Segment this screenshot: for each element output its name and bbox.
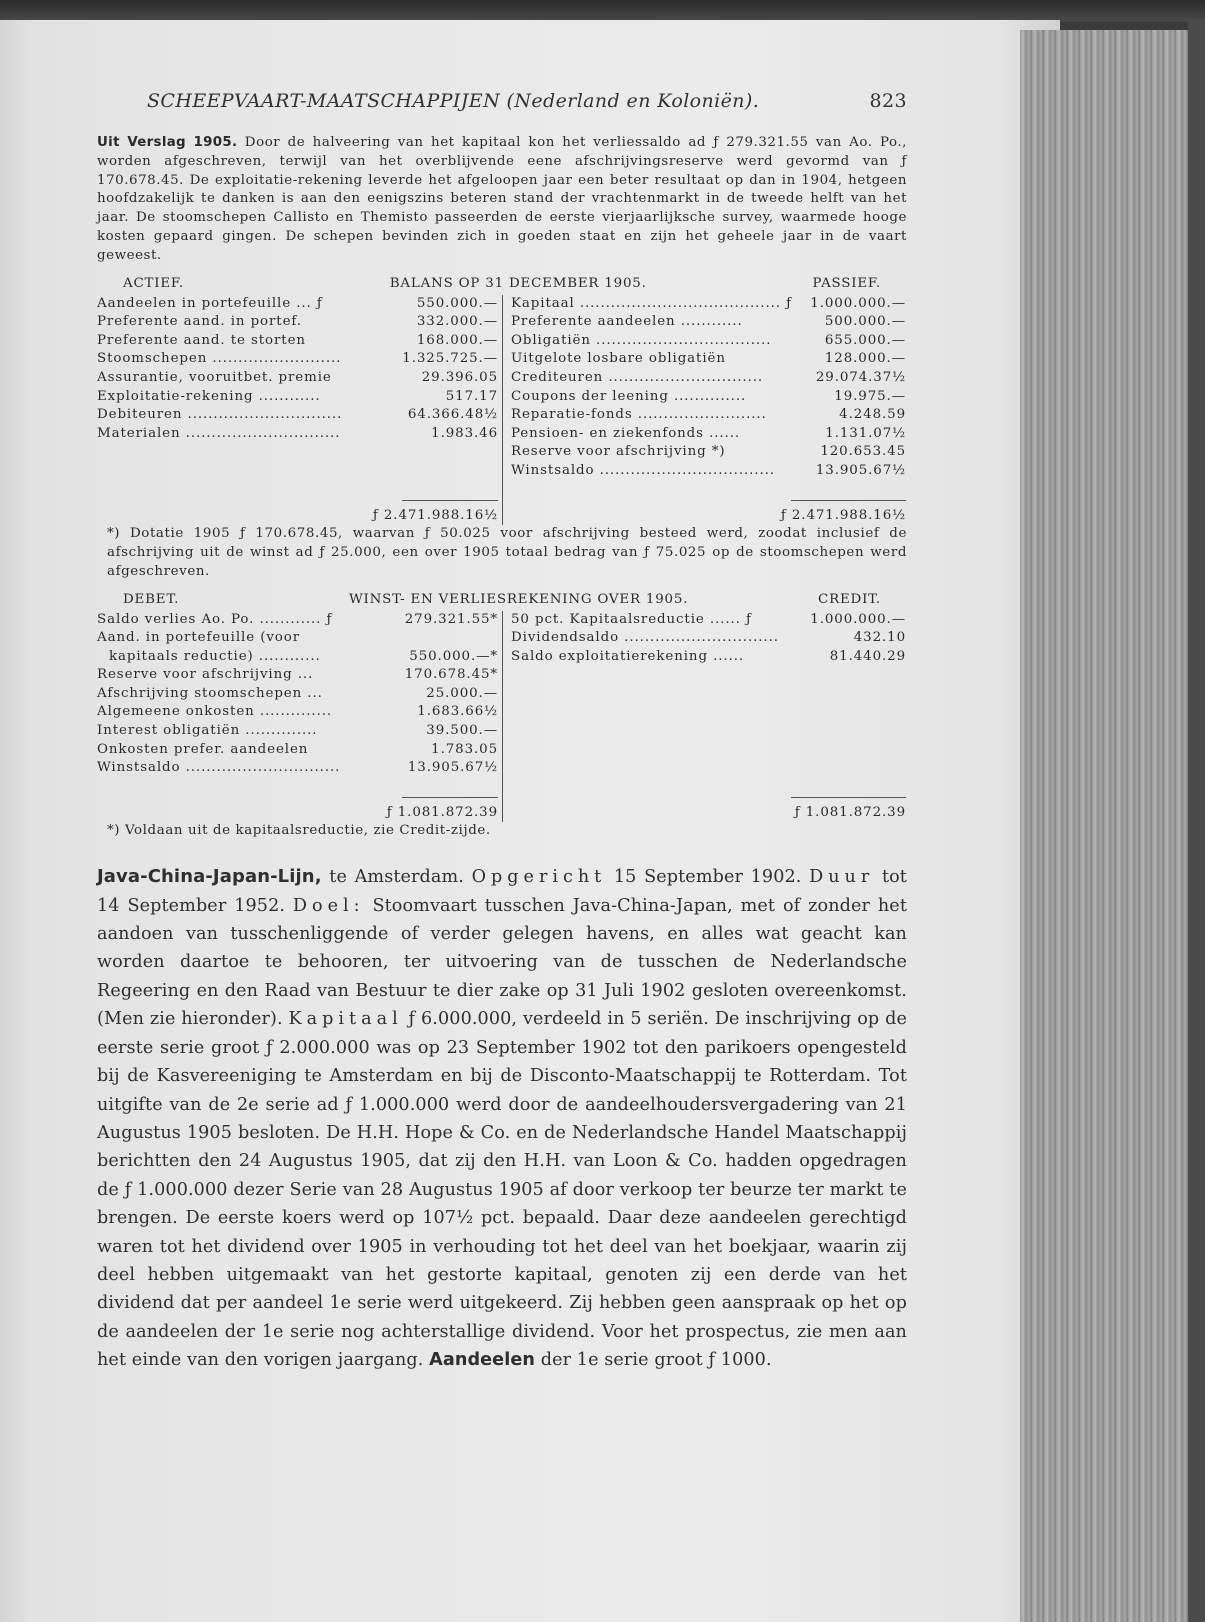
ledger-row: Interest obligatiën .............. 39.500.— — [97, 723, 498, 739]
company-entry: Java-China-Japan-Lijn, te Amsterdam. Opgericht 15 September 1902. Duur tot 14 September 1952. Doel: Stoomvaart tusschen Java-China-Japan, met of zonder het aandoen van tusschenliggende of verder gelegen havens, en alles wat geacht kan worden daartoe te behooren, ter uitvoering van de tusschen de Nederlandsche Regeering en den Raad van Bestuur te dier zake op 31 Juli 1902 gesloten overeenkomst. (Men zie hieronder). Kapitaal ƒ 6.000.000, verdeeld in 5 seriën. De inschrijving op de eerste serie groot ƒ 2.000.000 was op 23 September 1902 tot den parikoers opengesteld bij de Kasvereeniging te Amsterdam en bij de Disconto-Maatschappij te Rotterdam. Tot uitgifte van de 2e serie ad ƒ 1.000.000 werd door de aandeelhoudersvergadering van 21 Augustus 1905 besloten. De H.H. Hope & Co. en de Nederlandsche Handel Maatschappij berichtten den 24 Augustus 1905, dat zij den H.H. van Loon & Co. hadden opgedragen de ƒ 1.000.000 dezer Serie van 28 Augustus 1905 af door verkoop ter beurze ter markt te brengen. De eerste koers werd op 107½ pct. bepaald. Daar deze aandeelen gerechtigd waren tot het dividend over 1905 in verhouding tot het deel van het boekjaar, waarin zij deel hebben uitgemaakt van het gestorte kapitaal, genoten zij een derde van het dividend dat per aandeel 1e serie werd uitgekeerd. Zij hebben geen aanspraak op het op de aandeelen der 1e serie nog achterstallige dividend. Voor het prospectus, zie men aan het einde van den vorigen jaargang. Aandeelen der 1e serie groot ƒ 1000. — [97, 866, 908, 1371]
ledger-row: Aand. in portefeuille (voor — [97, 630, 301, 646]
ledger-row: 50 pct. Kapitaalsreductie ...... ƒ 1.000.000.— — [511, 611, 906, 627]
ledger-row: Preferente aand. te storten 168.000.— — [97, 332, 498, 348]
ledger-row: Crediteuren .............................. 29.074.37½ — [511, 369, 906, 385]
actief-total: ƒ 2.471.988.16½ — [372, 507, 498, 523]
ledger-row: Reparatie-fonds ......................... 4.248.59 — [511, 407, 906, 423]
ledger-row: Debiteuren .............................. 64.366.48½ — [97, 407, 498, 423]
ledger-row: Assurantie, vooruitbet. premie 29.396.05 — [97, 369, 498, 385]
balance-sheet-title: BALANS OP 31 DECEMBER 1905. — [389, 275, 647, 291]
ledger-row: Materialen .............................. 1.983.46 — [97, 425, 498, 441]
ledger-row: Algemeene onkosten .............. 1.683.66½ — [97, 704, 498, 720]
profit-loss-account — [97, 611, 907, 823]
credit-column — [503, 611, 906, 823]
sum-rule — [97, 778, 502, 804]
page-edges — [1020, 30, 1190, 1622]
profit-loss-header — [97, 592, 907, 607]
ledger-row: kapitaals reductie) ............ 550.000.—* — [109, 648, 498, 664]
label-opgericht: Opgericht — [471, 867, 607, 888]
ledger-row: Reserve voor afschrijving *) 120.653.45 — [511, 444, 906, 460]
ledger-row: Afschrijving stoomschepen ... 25.000.— — [97, 685, 498, 701]
ledger-row: Aandeelen in portefeuille ... ƒ 550.000.— — [97, 295, 498, 311]
report-text: Door de halveering van het kapitaal kon het verliessaldo ad ƒ 279.321.55 van Ao. Po., worden afgeschreven, terwijl van het overblijvende eene afschrijvingsreserve werd gevormd van ƒ 170.678.45. De exploitatie-rekening leverde het afgeloopen jaar een beter resultaat op dan in 1904, hetgeen hoofdzakelijk te danken is aan den eenigszins beteren stand der vrachtenmarkt in de tweede helft van het jaar. De stoomschepen Callisto en Themisto passeerden de eerste vierjaarlijksche survey, waarmede hooge kosten gepaard gingen. De schepen bevinden zich in goeden staat en zijn het geheele jaar in de vaart geweest. — [97, 135, 907, 263]
label-kapitaal: Kapitaal — [288, 1009, 403, 1030]
running-head-title: SCHEEPVAART-MAATSCHAPPIJEN (Nederland en Koloniën). — [147, 90, 760, 112]
balance-sheet-header — [97, 276, 907, 291]
book-cover-edge — [1188, 20, 1205, 1622]
sum-rule — [97, 481, 502, 507]
ledger-row: Reserve voor afschrijving ... 170.678.45* — [97, 667, 498, 683]
passief-column — [503, 295, 906, 526]
ledger-row: Saldo verlies Ao. Po. ............ ƒ 279.321.55* — [97, 611, 498, 627]
profit-loss-footnote: *) Voldaan uit de kapitaalsreductie, zie Credit-zijde. — [107, 823, 491, 839]
scan-top-edge — [0, 0, 1205, 22]
ledger-row: Winstsaldo .............................. 13.905.67½ — [97, 760, 498, 776]
ledger-row: Preferente aandeelen ............ 500.000.— — [511, 314, 906, 330]
credit-heading: CREDIT. — [818, 591, 881, 607]
ledger-row: Uitgelote losbare obligatiën 128.000.— — [511, 351, 906, 367]
debet-total: ƒ 1.081.872.39 — [386, 804, 498, 820]
ledger-row: Onkosten prefer. aandeelen 1.783.05 — [97, 741, 498, 757]
ledger-row: Kapitaal ....................................... ƒ 1.000.000.— — [511, 295, 906, 311]
label-doel: Doel: — [292, 895, 365, 916]
sum-rule — [511, 778, 906, 804]
actief-column — [97, 295, 503, 526]
sum-rule — [511, 481, 906, 507]
page-number: 823 — [869, 90, 907, 112]
ledger-row: Pensioen- en ziekenfonds ...... 1.131.07½ — [511, 425, 906, 441]
label-duur: Duur — [809, 867, 875, 888]
ledger-row: Winstsaldo .................................. 13.905.67½ — [511, 462, 906, 478]
ledger-row: Coupons der leening .............. 19.975.— — [511, 388, 906, 404]
ledger-row: Dividendsaldo .............................. 432.10 — [511, 630, 906, 646]
page-content — [97, 78, 907, 1392]
label-aandeelen: Aandeelen — [429, 1350, 536, 1371]
ledger-row: Preferente aand. in portef. 332.000.— — [97, 314, 498, 330]
passief-total: ƒ 2.471.988.16½ — [780, 507, 906, 523]
report-paragraph — [97, 134, 907, 266]
debet-column — [97, 611, 503, 823]
ledger-row: Stoomschepen ......................... 1.325.725.— — [97, 351, 498, 367]
company-name: Java-China-Japan-Lijn, — [97, 866, 322, 888]
running-head — [97, 78, 907, 114]
report-lead: Uit Verslag 1905. — [97, 135, 238, 150]
actief-heading: ACTIEF. — [123, 275, 184, 291]
ledger-row: Saldo exploitatierekening ...... 81.440.29 — [511, 648, 906, 664]
ledger-row: Obligatiën .................................. 655.000.— — [511, 332, 906, 348]
credit-total: ƒ 1.081.872.39 — [794, 804, 906, 820]
debet-heading: DEBET. — [123, 591, 180, 607]
passief-heading: PASSIEF. — [812, 275, 881, 291]
balance-footnote: *) Dotatie 1905 ƒ 170.678.45, waarvan ƒ 50.025 voor afschrijving besteed werd, zoodat inclusief de afschrijving uit de winst ad ƒ 25.000, een over 1905 totaal bedrag van ƒ 75.025 op de stoomschepen werd afgeschreven. — [107, 526, 907, 579]
ledger-row: Exploitatie-rekening ............ 517.17 — [97, 388, 498, 404]
profit-loss-title: WINST- EN VERLIESREKENING OVER 1905. — [348, 591, 689, 607]
balance-sheet — [97, 295, 907, 526]
